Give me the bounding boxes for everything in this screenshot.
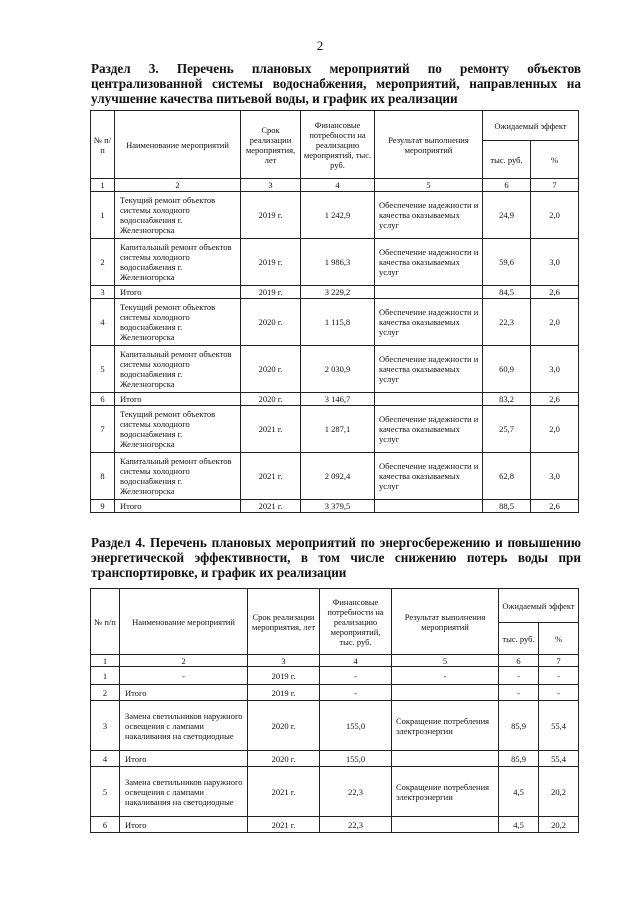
row-num: 6 [91, 393, 115, 406]
col-number: 4 [320, 655, 392, 667]
row-num: 1 [91, 192, 115, 239]
table-row [91, 299, 579, 346]
row-finance: 1 287,1 [301, 406, 375, 453]
row-effect-rub: 59,6 [483, 239, 531, 286]
table-row [91, 701, 579, 751]
section-3-table [90, 110, 579, 513]
page-number: 2 [316, 38, 324, 53]
row-finance: 3 229,2 [301, 286, 375, 299]
row-num: 2 [91, 239, 115, 286]
row-term: 2019 г. [241, 192, 301, 239]
row-effect-pct: - [539, 685, 579, 701]
row-result: Обеспечение надежности и качества оказываемых услуг [375, 299, 483, 346]
row-finance: 22,3 [320, 817, 392, 833]
row-effect-rub: - [499, 685, 539, 701]
row-num: 5 [91, 346, 115, 393]
row-num: 3 [91, 701, 120, 751]
row-num: 9 [91, 500, 115, 513]
col-number: 3 [241, 179, 301, 192]
row-num: 1 [91, 667, 120, 685]
row-finance: - [320, 685, 392, 701]
header-effect-pct: % [531, 141, 579, 179]
row-term: 2020 г. [248, 701, 320, 751]
row-effect-rub: - [499, 667, 539, 685]
row-term: 2021 г. [241, 500, 301, 513]
row-term: 2019 г. [241, 239, 301, 286]
row-effect-rub: 22,3 [483, 299, 531, 346]
row-finance: 3 146,7 [301, 393, 375, 406]
row-result: Обеспечение надежности и качества оказываемых услуг [375, 346, 483, 393]
header-effect-pct: % [539, 623, 579, 655]
row-result [375, 393, 483, 406]
col-number: 7 [539, 655, 579, 667]
row-name: Итого [115, 393, 241, 406]
row-num: 5 [91, 767, 120, 817]
header-effect-rub: тыс. руб. [499, 623, 539, 655]
row-result: Сокращение потребления электроэнергии [392, 767, 499, 817]
row-finance: 22,3 [320, 767, 392, 817]
table-row-total [91, 500, 579, 513]
row-effect-pct: 55,4 [539, 701, 579, 751]
header-num: № п/п [91, 111, 115, 179]
row-effect-pct: 2,0 [531, 406, 579, 453]
row-result: Обеспечение надежности и качества оказываемых услуг [375, 406, 483, 453]
row-term: 2020 г. [241, 299, 301, 346]
row-finance: 1 115,8 [301, 299, 375, 346]
row-result [392, 751, 499, 767]
section-4-title: Раздел 4. Перечень плановых мероприятий по энергосбережению и повышению энергетической эффективности, в том числе снижению потерь воды при транспортировке, и график их реализации [91, 535, 581, 580]
table-row [91, 346, 579, 393]
row-name: Текущий ремонт объектов системы холодного водоснабжения г. Железногорска [115, 299, 241, 346]
header-name: Наименование мероприятий [115, 111, 241, 179]
col-number: 6 [499, 655, 539, 667]
header-finance: Финансовые потребности на реализацию мероприятий, тыс. руб. [320, 589, 392, 655]
col-number: 6 [483, 179, 531, 192]
col-number: 5 [375, 179, 483, 192]
header-term: Срок реализации мероприятия, лет [241, 111, 301, 179]
row-effect-rub: 85,9 [499, 751, 539, 767]
row-term: 2021 г. [248, 767, 320, 817]
row-num: 4 [91, 299, 115, 346]
row-num: 8 [91, 453, 115, 500]
row-name: Текущий ремонт объектов системы холодного водоснабжения г. Железногорска [115, 192, 241, 239]
row-num: 3 [91, 286, 115, 299]
header-result: Результат выполнения мероприятий [375, 111, 483, 179]
row-name: Капитальный ремонт объектов системы холодного водоснабжения г. Железногорска [115, 346, 241, 393]
table-row [91, 453, 579, 500]
row-name: Капитальный ремонт объектов системы холодного водоснабжения г. Железногорска [115, 239, 241, 286]
table-row-total [91, 817, 579, 833]
table-row-total [91, 751, 579, 767]
row-term: 2020 г. [248, 751, 320, 767]
row-effect-pct: 3,0 [531, 346, 579, 393]
row-finance: 3 379,5 [301, 500, 375, 513]
row-name: Текущий ремонт объектов системы холодного водоснабжения г. Железногорска [115, 406, 241, 453]
col-number: 1 [91, 179, 115, 192]
col-number: 2 [120, 655, 248, 667]
table-row [91, 192, 579, 239]
row-finance: 1 986,3 [301, 239, 375, 286]
row-result [375, 286, 483, 299]
row-result [375, 500, 483, 513]
row-name: Итого [115, 500, 241, 513]
row-num: 6 [91, 817, 120, 833]
row-finance: 155,0 [320, 701, 392, 751]
row-result: Обеспечение надежности и качества оказываемых услуг [375, 239, 483, 286]
row-effect-pct: 2,0 [531, 192, 579, 239]
row-finance: 2 092,4 [301, 453, 375, 500]
table-row-total [91, 685, 579, 701]
row-effect-rub: 84,5 [483, 286, 531, 299]
header-result: Результат выполнения мероприятий [392, 589, 499, 655]
row-term: 2020 г. [241, 393, 301, 406]
row-term: 2019 г. [248, 685, 320, 701]
row-effect-rub: 4,5 [499, 817, 539, 833]
row-effect-rub: 4,5 [499, 767, 539, 817]
row-name: Итого [120, 685, 248, 701]
row-result: Сокращение потребления электроэнергии [392, 701, 499, 751]
row-name: Капитальный ремонт объектов системы холодного водоснабжения г. Железногорска [115, 453, 241, 500]
table-row [91, 767, 579, 817]
table-row-total [91, 393, 579, 406]
table-row [91, 406, 579, 453]
table-row [91, 239, 579, 286]
row-result [392, 685, 499, 701]
row-num: 4 [91, 751, 120, 767]
row-effect-pct: 2,6 [531, 393, 579, 406]
row-finance: 155,0 [320, 751, 392, 767]
row-effect-rub: 83,2 [483, 393, 531, 406]
row-term: 2021 г. [241, 453, 301, 500]
col-number: 2 [115, 179, 241, 192]
row-finance: 1 242,9 [301, 192, 375, 239]
section-4-table [90, 588, 579, 833]
row-name: Замена светильников наружного освещения с лампами накаливания на светодиодные [120, 701, 248, 751]
row-effect-pct: 55,4 [539, 751, 579, 767]
header-name: Наименование мероприятий [120, 589, 248, 655]
row-effect-pct: - [539, 667, 579, 685]
row-effect-pct: 2,6 [531, 286, 579, 299]
row-effect-pct: 3,0 [531, 453, 579, 500]
row-name: - [120, 667, 248, 685]
col-number: 7 [531, 179, 579, 192]
row-term: 2021 г. [248, 817, 320, 833]
row-effect-pct: 20,2 [539, 767, 579, 817]
table-row [91, 667, 579, 685]
row-term: 2020 г. [241, 346, 301, 393]
row-name: Замена светильников наружного освещения с лампами накаливания на светодиодные [120, 767, 248, 817]
section-3-title: Раздел 3. Перечень плановых мероприятий по ремонту объектов централизованной системы водоснабжения, мероприятий, направленных на улучшение качества питьевой воды, и график их реализации [91, 61, 581, 106]
row-result: Обеспечение надежности и качества оказываемых услуг [375, 453, 483, 500]
row-name: Итого [120, 817, 248, 833]
header-effect-rub: тыс. руб. [483, 141, 531, 179]
header-finance: Финансовые потребности на реализацию мероприятий, тыс. руб. [301, 111, 375, 179]
row-result: - [392, 667, 499, 685]
row-term: 2019 г. [248, 667, 320, 685]
row-effect-rub: 62,8 [483, 453, 531, 500]
row-name: Итого [120, 751, 248, 767]
row-effect-rub: 60,9 [483, 346, 531, 393]
col-number: 4 [301, 179, 375, 192]
col-number: 1 [91, 655, 120, 667]
col-number: 5 [392, 655, 499, 667]
row-effect-rub: 88,5 [483, 500, 531, 513]
row-term: 2019 г. [241, 286, 301, 299]
col-number: 3 [248, 655, 320, 667]
row-result: Обеспечение надежности и качества оказываемых услуг [375, 192, 483, 239]
row-effect-pct: 2,0 [531, 299, 579, 346]
header-effect: Ожидаемый эффект [483, 111, 579, 141]
row-name: Итого [115, 286, 241, 299]
row-effect-rub: 25,7 [483, 406, 531, 453]
header-term: Срок реализации мероприятия, лет [248, 589, 320, 655]
row-effect-rub: 85,9 [499, 701, 539, 751]
row-finance: - [320, 667, 392, 685]
row-num: 7 [91, 406, 115, 453]
header-num: № п/п [91, 589, 120, 655]
row-effect-pct: 2,6 [531, 500, 579, 513]
row-effect-pct: 20,2 [539, 817, 579, 833]
row-num: 2 [91, 685, 120, 701]
row-term: 2021 г. [241, 406, 301, 453]
row-result [392, 817, 499, 833]
row-effect-pct: 3,0 [531, 239, 579, 286]
header-effect: Ожидаемый эффект [499, 589, 579, 623]
row-effect-rub: 24,9 [483, 192, 531, 239]
row-finance: 2 030,9 [301, 346, 375, 393]
table-row-total [91, 286, 579, 299]
